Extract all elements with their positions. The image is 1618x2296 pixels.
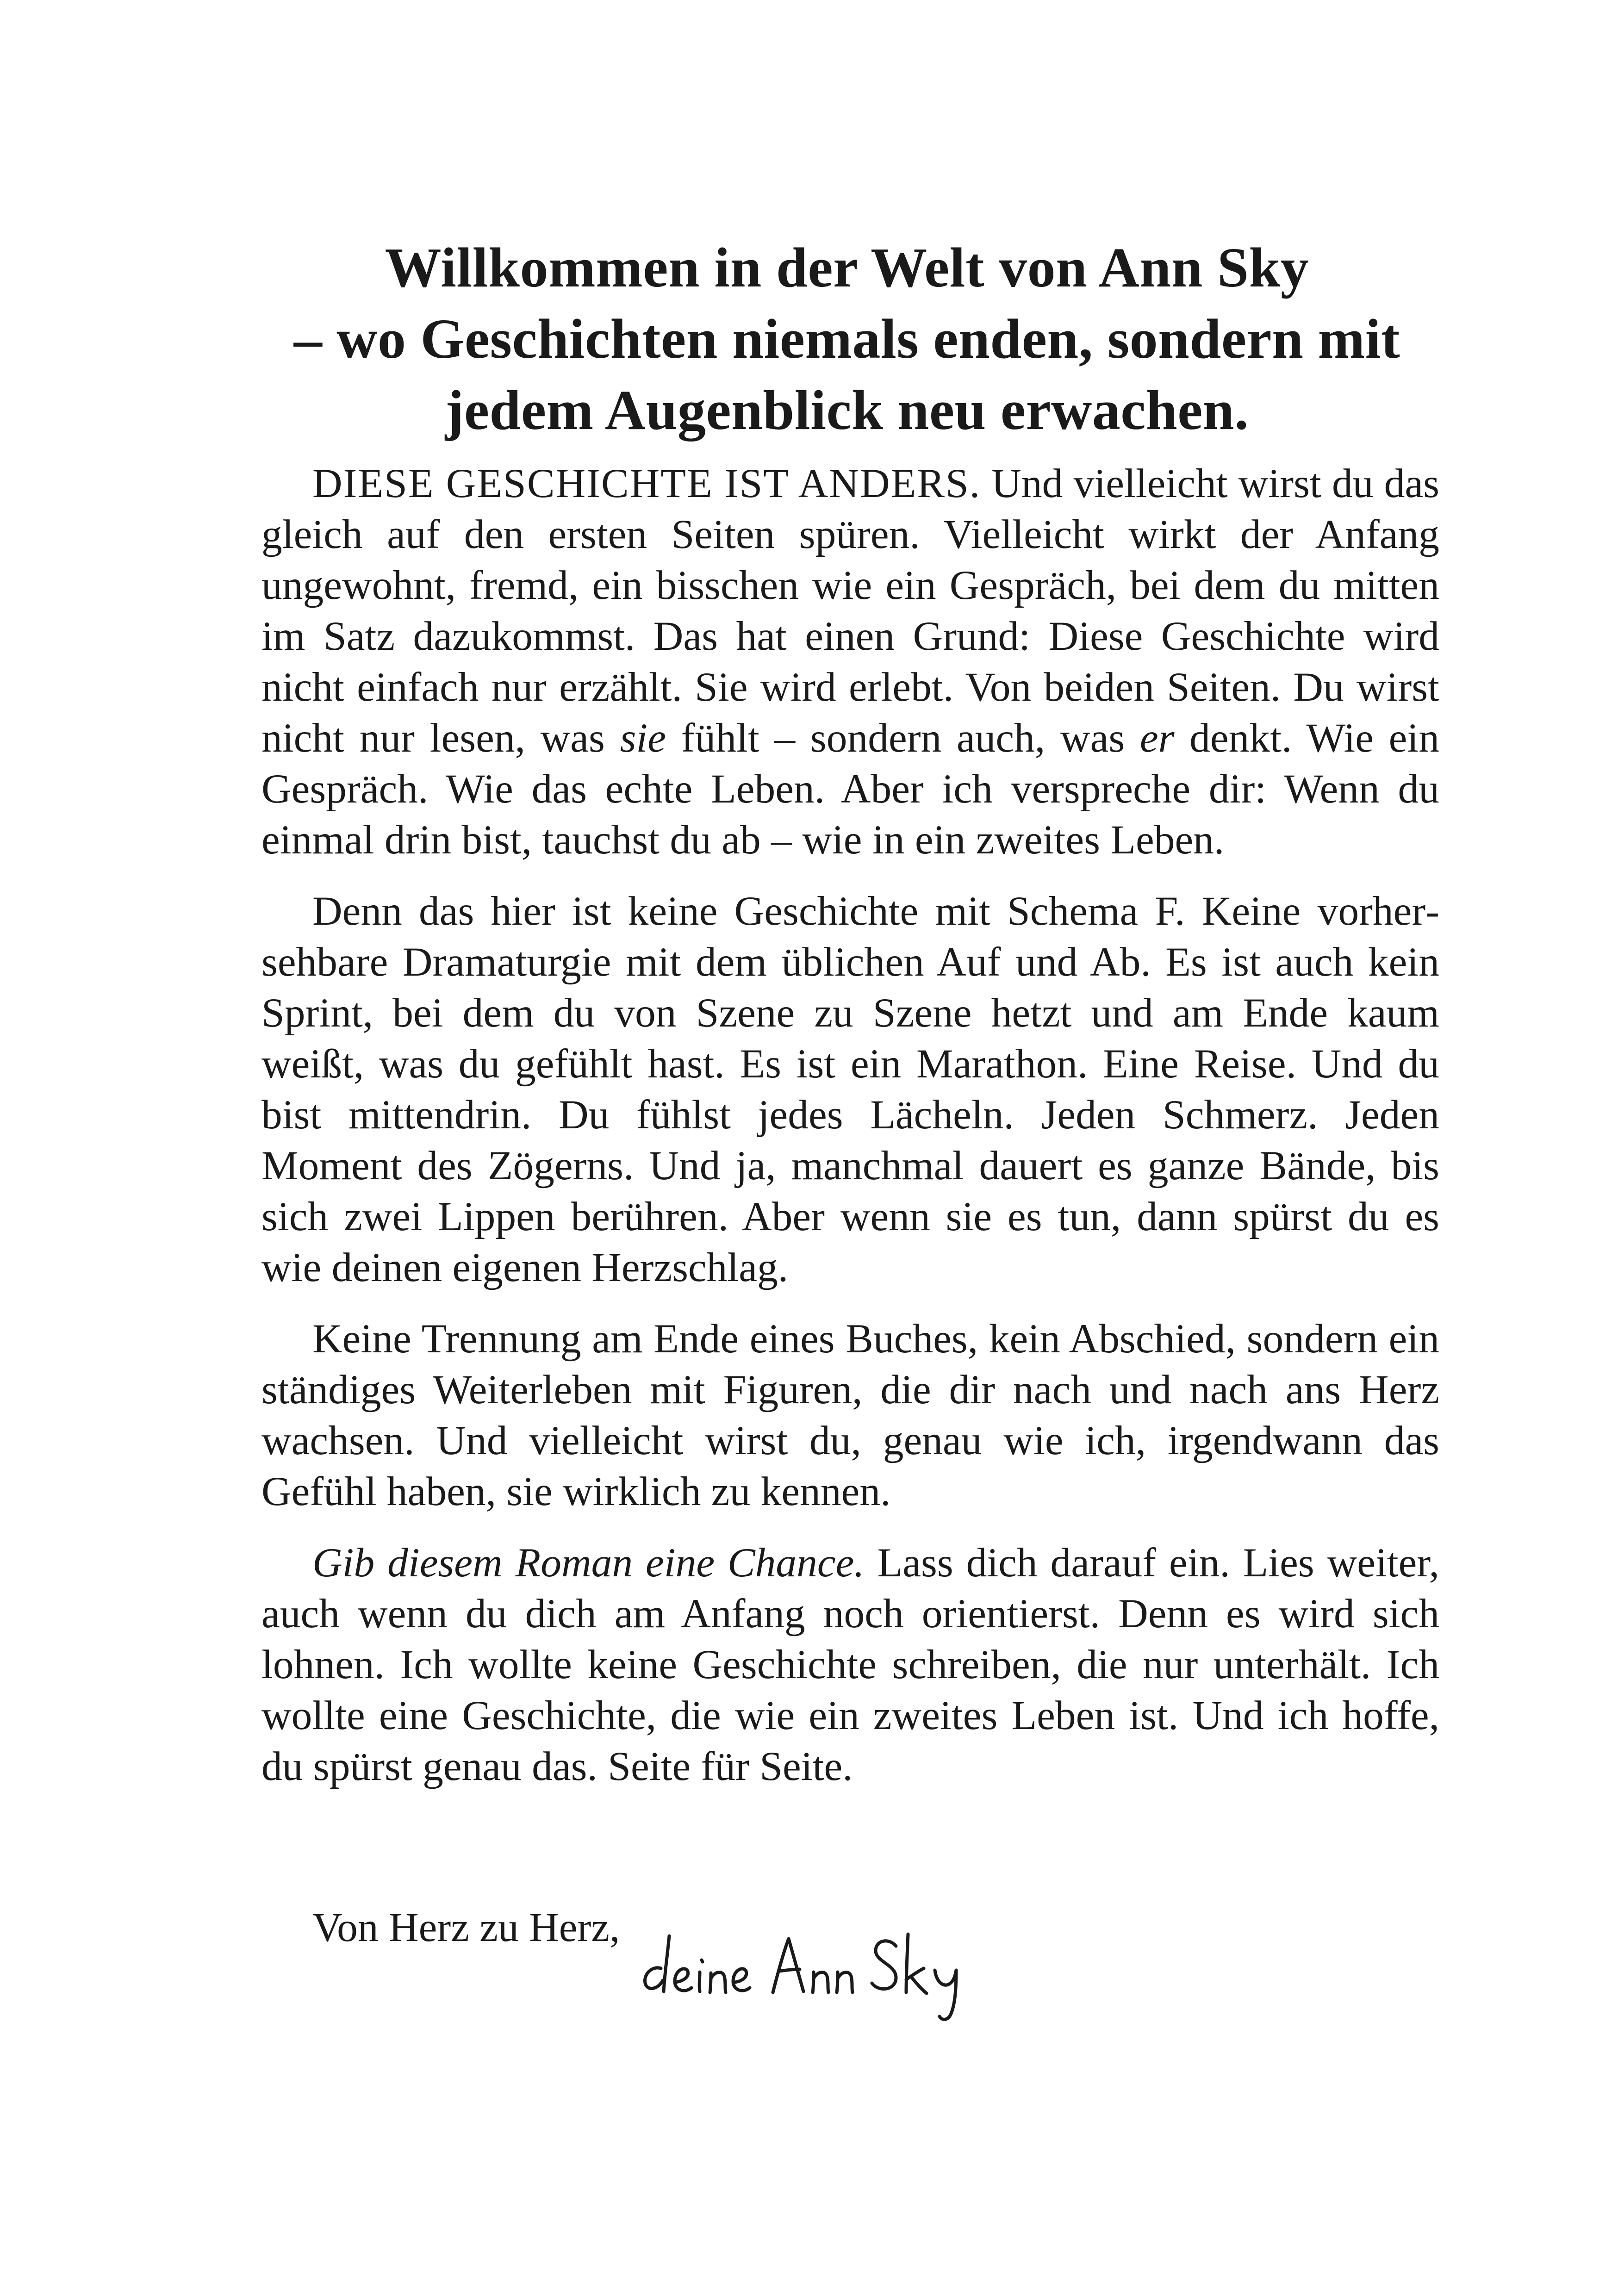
paragraph-1-text-a: Und vielleicht wirst du das gleich auf den ersten Seiten spüren. Vielleicht wirkt der Anfang ungewohnt, fremd, ein bisschen wie ein Gespräch, bei dem du mitten im Satz dazukommst. Das hat einen Grund: Diese Geschichte wird nicht einfach nur erzählt. Sie wird erlebt. Von beiden Seiten. Du wirst nicht nur lesen, was <box>261 460 1439 761</box>
paragraph-1-emphasis-er: er <box>1139 715 1175 761</box>
paragraph-3: Keine Trennung am Ende eines Buches, kein Abschied, sondern ein ständiges Weiterleben mit Figuren, die dir nach und nach ans Herz wachsen. Und vielleicht wirst du, genau wie ich, irgendwann das Gefühl haben, sie wirklich zu kennen. <box>261 1316 1439 1514</box>
handwritten-signature <box>634 1914 995 2025</box>
paragraph-1-emphasis-sie: sie <box>620 715 666 761</box>
paragraph-4-emphasis: Gib diesem Roman eine Chance. <box>312 1540 865 1586</box>
paragraph-1-lead: DIESE GESCHICHTE IST ANDERS. <box>312 460 981 506</box>
paragraph-1-text-c: denkt. Wie ein Gespräch. Wie das echte Leben. Aber ich verspreche dir: Wenn du einmal drin bist, tauchst du ab – wie in ein zweites Leben. <box>261 715 1439 863</box>
title-line-3: jedem Augenblick neu erwachen. <box>445 379 1249 442</box>
paragraph-1-text-b: fühlt – sondern auch, was <box>666 715 1140 761</box>
signature-image <box>634 1914 995 2025</box>
paragraph-4 <box>261 1537 1439 1792</box>
body-text <box>261 458 1439 1812</box>
paragraph-1 <box>261 458 1439 865</box>
title-line-2: – wo Geschichten niemals enden, sondern mit <box>293 307 1400 370</box>
page-title <box>259 232 1435 446</box>
paragraph-4-text: Lass dich darauf ein. Lies weiter, auch wenn du dich am Anfang noch orientierst. Denn es wird sich lohnen. Ich wollte keine Geschichte schreiben, die nur unterhält. Ich wollte eine Geschichte, die wie ein zweites Leben ist. Und ich hoffe, du spürst genau das. Seite für Seite. <box>261 1540 1439 1789</box>
closing-line: Von Herz zu Herz, <box>312 1904 620 1950</box>
paragraph-2: Denn das hier ist keine Geschichte mit Schema F. Keine vorhersehbare Dramaturgie mit dem üblichen Auf und Ab. Es ist auch kein Sprint, bei dem du von Szene zu Szene hetzt und am Ende kaum weißt, was du gefühlt hast. Es ist ein Marathon. Eine Reise. Und du bist mittendrin. Du fühlst jedes Lächeln. Jeden Schmerz. Jeden Moment des Zögerns. Und ja, manchmal dauert es ganze Bände, bis sich zwei Lippen berühren. Aber wenn sie es tun, dann spürst du es wie deinen eigenen Herzschlag. <box>261 888 1439 1290</box>
title-line-1: Willkommen in der Welt von Ann Sky <box>385 236 1309 299</box>
